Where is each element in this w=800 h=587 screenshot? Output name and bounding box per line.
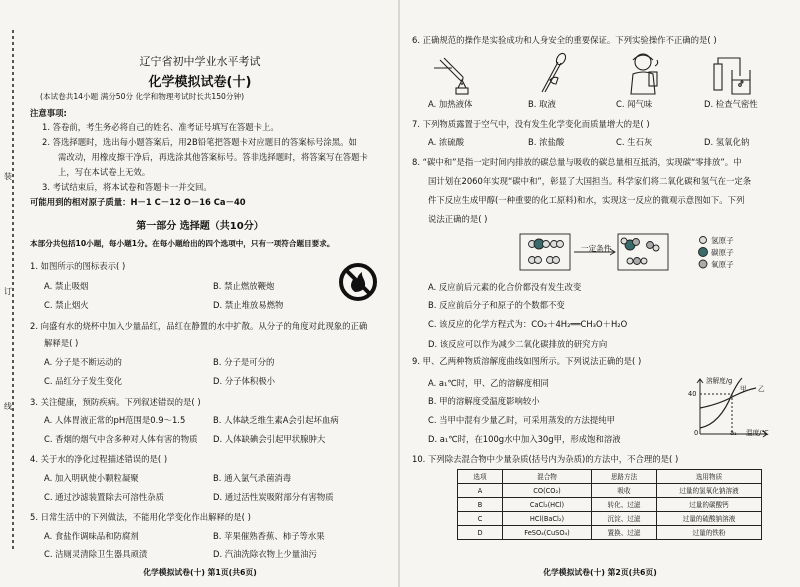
question-7-option-b[interactable]: B. 浓盐酸 [528,137,565,147]
binding-char-xian: 线 [4,402,12,411]
table-cell: 过量的硫酸钠溶液 [657,512,762,526]
question-1-option-c[interactable]: C. 禁止烟火 [44,300,89,310]
legend-oxygen: 氧原子 [711,260,734,269]
question-1-option-b[interactable]: B. 禁止燃放鞭炮 [213,281,275,291]
table-cell: A [458,484,503,498]
question-9-stem: 9. 甲、乙两种物质溶解度曲线如图所示。下列说法正确的是( ) [412,356,642,366]
page-footer: 化学模拟试卷(十) 第1页(共6页) [143,568,257,577]
table-row[interactable] [458,484,762,498]
question-9-option-a[interactable]: A. a₁℃时，甲、乙的溶解度相同 [428,378,549,388]
smelling-gas-icon [625,50,665,96]
question-6-option-b[interactable]: B. 取液 [528,99,556,109]
table-cell: HCl(BaCl₂) [503,512,592,526]
table-header: 选项 [458,470,503,484]
notice-heading: 注意事项: [30,108,67,118]
question-3-stem: 3. 关注健康，预防疾病。下列叙述错误的是( ) [30,397,201,407]
notice-line: 上，写在本试卷上无效。 [58,167,151,177]
graph-x-label: 温度/℃ [746,429,769,437]
table-cell: 沉淀、过滤 [592,512,657,526]
heating-liquid-icon [430,54,480,96]
question-1-option-d[interactable]: D. 禁止堆放易燃物 [213,300,284,310]
question-5-option-c[interactable]: C. 洁厕灵清除卫生器具顽渍 [44,549,148,559]
question-6-option-d[interactable]: D. 检查气密性 [704,99,758,109]
legend-carbon: 碳原子 [711,248,734,257]
question-8-option-a[interactable]: A. 反应前后元素的化合价都没有发生改变 [428,282,582,292]
airtightness-check-icon [710,52,754,96]
table-cell: D [458,526,503,540]
question-3-option-d[interactable]: D. 人体缺碘会引起甲状腺肿大 [213,434,326,444]
table-header: 思路方法 [592,470,657,484]
question-2-option-a[interactable]: A. 分子是不断运动的 [44,357,122,367]
table-cell: 过量的碳酸钙 [657,498,762,512]
question-5-stem: 5. 日常生活中的下列做法，不能用化学变化作出解释的是( ) [30,512,251,522]
atomic-masses: 可能用到的相对原子质量：H－1 C－12 O－16 Ca－40 [30,197,246,207]
graph-y-value: 40 [688,390,697,398]
exam-page-2 [400,0,800,587]
question-9-option-b[interactable]: B. 甲的溶解度受温度影响较小 [428,396,540,406]
question-8-option-d[interactable]: D. 该反应可以作为减少二氧化碳排放的研究方向 [428,339,608,349]
section-intro: 本部分共包括10小题，每小题1分。在每小题给出的四个选项中，只有一项符合题目要求。 [30,239,335,248]
exam-title: 辽宁省初中学业水平考试 [139,55,261,68]
question-3-option-c[interactable]: C. 香烟的烟气中含多种对人体有害的物质 [44,434,198,444]
question-8-option-b[interactable]: B. 反应前后分子和原子的个数都不变 [428,300,565,310]
question-2-stem-line2: 解释是( ) [44,338,79,348]
question-7-option-a[interactable]: A. 浓硫酸 [428,137,465,147]
legend-hydrogen: 氢原子 [711,236,734,245]
question-8-stem-line4: 说法正确的是( ) [428,214,488,224]
table-cell: 过量的氢氧化钠溶液 [657,484,762,498]
binding-char-ding: 订 [4,287,12,296]
curve-label-yi: 乙 [758,385,765,393]
question-3-option-b[interactable]: B. 人体缺乏维生素A会引起坏血病 [213,415,339,425]
table-cell: CaCl₂(HCl) [503,498,592,512]
binding-char-zhuang: 装 [4,172,12,181]
table-cell: 吸收 [592,484,657,498]
question-6-stem: 6. 正确规范的操作是实验成功和人身安全的重要保证。下列实验操作不正确的是( ) [412,35,717,45]
graph-origin: 0 [694,429,699,437]
question-4-option-c[interactable]: C. 通过沙滤装置除去可溶性杂质 [44,492,165,502]
table-header-row [458,470,762,484]
question-7-stem: 7. 下列物质露置于空气中，没有发生化学变化而质量增大的是( ) [412,119,650,129]
question-5-option-a[interactable]: A. 食盐作调味品和防腐剂 [44,531,139,541]
question-1-stem: 1. 如图所示的图标表示( ) [30,261,126,271]
question-4-option-d[interactable]: D. 通过活性炭吸附部分有害物质 [213,492,334,502]
reaction-diagram [520,232,780,274]
table-cell: 置换、过滤 [592,526,657,540]
question-8-stem-line2: 国计划在2060年实现“碳中和”，彰显了大国担当。科学家们将二氧化碳和氢气在一定条 [428,176,752,186]
reaction-condition: 一定条件 [581,244,612,253]
binding-line [12,30,14,550]
question-10-table [457,469,762,540]
notice-line: 3. 考试结束后，将本试卷和答题卡一并交回。 [42,182,212,192]
question-4-option-a[interactable]: A. 加入明矾使小颗粒凝聚 [44,473,139,483]
question-5-option-b[interactable]: B. 苹果催熟香蕉、柿子等水果 [213,531,325,541]
question-2-option-c[interactable]: C. 品红分子发生变化 [44,376,123,386]
question-4-stem: 4. 关于水的净化过程描述错误的是( ) [30,454,168,464]
question-8-option-c[interactable]: C. 该反应的化学方程式为：CO₂＋4H₂══CH₃O＋H₂O [428,319,628,329]
notice-line: 2. 答选择题时，选出每小题答案后，用2B铅笔把答题卡对应题目的答案标号涂黑。如 [42,137,357,147]
question-8-stem: 8. “碳中和”是指一定时间内排放的碳总量与吸收的碳总量相互抵消，实现碳“零排放”。中 [412,157,742,167]
question-9-option-c[interactable]: C. 当甲中混有少量乙时，可采用蒸发的方法提纯甲 [428,415,616,425]
question-5-option-d[interactable]: D. 汽油洗除衣物上少量油污 [213,549,317,559]
no-fire-sign-icon [338,262,378,302]
notice-line: 1. 答卷前，考生务必将自己的姓名、准考证号填写在答题卡上。 [42,122,279,132]
question-10-stem: 10. 下列除去混合物中少量杂质(括号内为杂质)的方法中，不合理的是( ) [412,454,679,464]
notice-line: 需改动，用橡皮擦干净后，再选涂其他答案标号。答非选择题时，将答案写在答题卡 [58,152,368,162]
question-1-option-a[interactable]: A. 禁止吸烟 [44,281,89,291]
table-row[interactable] [458,526,762,540]
page-footer: 化学模拟试卷(十) 第2页(共6页) [543,568,657,577]
table-cell: C [458,512,503,526]
question-6-option-c[interactable]: C. 闻气味 [616,99,653,109]
exam-info: (本试卷共14小题 满分50分 化学和物理考试时长共150分钟) [40,92,245,101]
section-title: 第一部分 选择题（共10分） [136,221,264,232]
question-7-option-c[interactable]: C. 生石灰 [616,137,653,147]
table-row[interactable] [458,512,762,526]
question-8-stem-line3: 件下反应生成甲醇(一种重要的化工原料)和水，实现这一反应的微观示意图如下。下列 [428,195,745,205]
question-7-option-d[interactable]: D. 氢氧化钠 [704,137,750,147]
graph-x-tick: a₁ [730,429,737,437]
table-cell: CO(CO₂) [503,484,592,498]
curve-label-jia: 甲 [740,385,747,393]
table-header: 混合物 [503,470,592,484]
graph-y-label: 溶解度/g [706,377,733,385]
dropper-icon [532,52,572,96]
table-row[interactable] [458,498,762,512]
question-6-option-a[interactable]: A. 加热液体 [428,99,473,109]
table-cell: B [458,498,503,512]
question-2-stem: 2. 向盛有水的烧杯中加入少量品红，品红在静置的水中扩散。从分子的角度对此现象的正确 [30,321,368,331]
table-cell: 转化、过滤 [592,498,657,512]
question-4-option-b[interactable]: B. 通入氯气杀菌消毒 [213,473,292,483]
table-cell: 过量的铁粉 [657,526,762,540]
table-cell: FeSO₄(CuSO₄) [503,526,592,540]
question-9-option-d[interactable]: D. a₁℃时，在100g水中加入30g甲，形成饱和溶液 [428,434,621,444]
question-2-option-d[interactable]: D. 分子体积极小 [213,376,276,386]
paper-title: 化学模拟试卷(十) [148,75,252,90]
question-2-option-b[interactable]: B. 分子是可分的 [213,357,275,367]
question-3-option-a[interactable]: A. 人体胃液正常的pH范围是0.9～1.5 [44,415,186,425]
table-header: 选用物质 [657,470,762,484]
